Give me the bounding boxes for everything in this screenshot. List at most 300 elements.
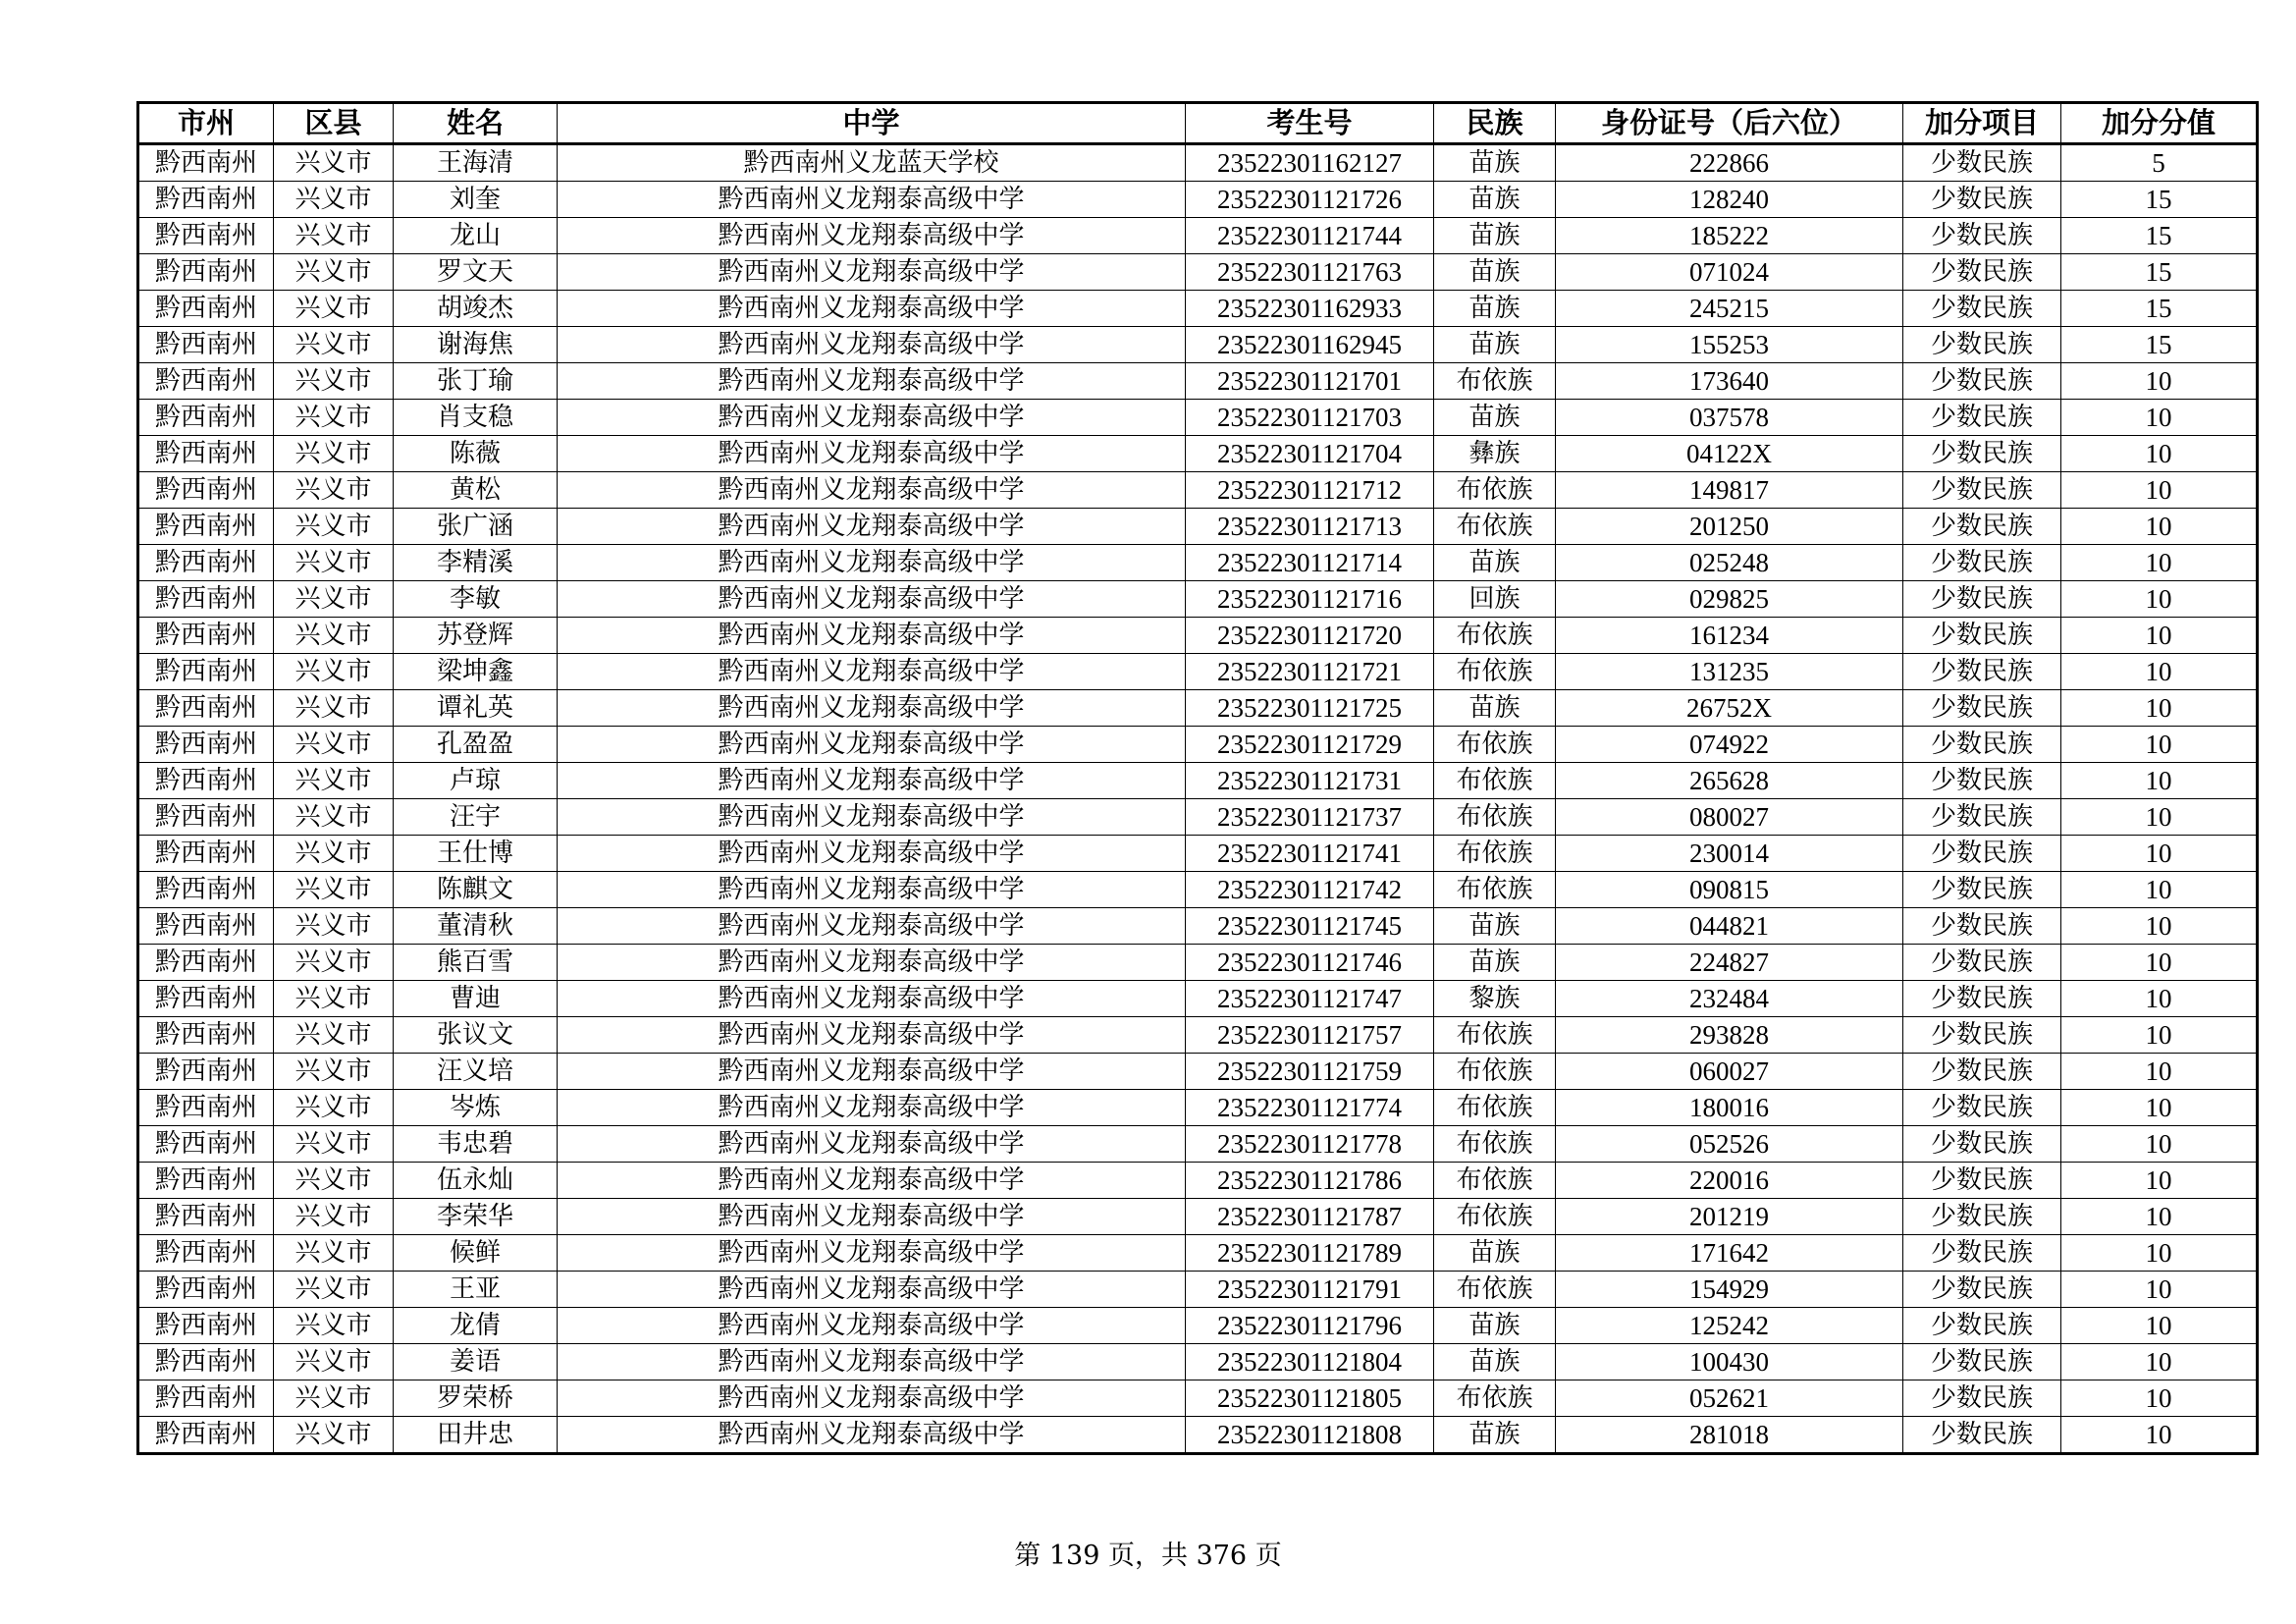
cell-county: 兴义市 — [274, 1163, 394, 1199]
cell-county: 兴义市 — [274, 182, 394, 218]
cell-ethnicity: 布依族 — [1434, 799, 1556, 836]
cell-exam-number: 23522301121789 — [1186, 1235, 1434, 1272]
cell-ethnicity: 苗族 — [1434, 1308, 1556, 1344]
table-row — [138, 1054, 2258, 1090]
cell-id-last-six: 201219 — [1556, 1199, 1903, 1235]
cell-school: 黔西南州义龙翔泰高级中学 — [558, 1126, 1186, 1163]
cell-county: 兴义市 — [274, 1417, 394, 1454]
cell-name: 黄松 — [394, 472, 558, 509]
cell-city: 黔西南州 — [138, 618, 274, 654]
cell-school: 黔西南州义龙翔泰高级中学 — [558, 654, 1186, 690]
cell-ethnicity: 黎族 — [1434, 981, 1556, 1017]
table-row — [138, 581, 2258, 618]
cell-ethnicity: 布依族 — [1434, 472, 1556, 509]
cell-id-last-six: 149817 — [1556, 472, 1903, 509]
table-row — [138, 545, 2258, 581]
cell-id-last-six: 185222 — [1556, 218, 1903, 254]
cell-ethnicity: 布依族 — [1434, 872, 1556, 908]
table-row — [138, 436, 2258, 472]
cell-county: 兴义市 — [274, 327, 394, 363]
cell-bonus-points: 10 — [2061, 1090, 2258, 1126]
cell-name: 张议文 — [394, 1017, 558, 1054]
cell-school: 黔西南州义龙翔泰高级中学 — [558, 908, 1186, 945]
table-row — [138, 291, 2258, 327]
cell-bonus-item: 少数民族 — [1903, 1017, 2061, 1054]
cell-county: 兴义市 — [274, 1090, 394, 1126]
cell-city: 黔西南州 — [138, 690, 274, 727]
cell-id-last-six: 26752X — [1556, 690, 1903, 727]
cell-id-last-six: 232484 — [1556, 981, 1903, 1017]
cell-bonus-points: 10 — [2061, 509, 2258, 545]
cell-school: 黔西南州义龙翔泰高级中学 — [558, 1199, 1186, 1235]
cell-ethnicity: 布依族 — [1434, 1272, 1556, 1308]
cell-ethnicity: 苗族 — [1434, 545, 1556, 581]
cell-county: 兴义市 — [274, 472, 394, 509]
cell-id-last-six: 222866 — [1556, 144, 1903, 182]
header-bonus-item: 加分项目 — [1903, 103, 2061, 144]
cell-county: 兴义市 — [274, 1344, 394, 1380]
cell-ethnicity: 布依族 — [1434, 763, 1556, 799]
cell-school: 黔西南州义龙翔泰高级中学 — [558, 727, 1186, 763]
cell-ethnicity: 布依族 — [1434, 836, 1556, 872]
cell-exam-number: 23522301121804 — [1186, 1344, 1434, 1380]
cell-ethnicity: 布依族 — [1434, 654, 1556, 690]
table-row — [138, 1199, 2258, 1235]
cell-id-last-six: 201250 — [1556, 509, 1903, 545]
cell-school: 黔西南州义龙翔泰高级中学 — [558, 291, 1186, 327]
cell-exam-number: 23522301121721 — [1186, 654, 1434, 690]
cell-id-last-six: 100430 — [1556, 1344, 1903, 1380]
cell-name: 张广涵 — [394, 509, 558, 545]
cell-exam-number: 23522301121763 — [1186, 254, 1434, 291]
cell-bonus-points: 10 — [2061, 436, 2258, 472]
cell-ethnicity: 苗族 — [1434, 182, 1556, 218]
cell-city: 黔西南州 — [138, 327, 274, 363]
cell-school: 黔西南州义龙翔泰高级中学 — [558, 327, 1186, 363]
cell-bonus-points: 10 — [2061, 1054, 2258, 1090]
cell-name: 肖支稳 — [394, 400, 558, 436]
cell-ethnicity: 苗族 — [1434, 327, 1556, 363]
header-county: 区县 — [274, 103, 394, 144]
table-row — [138, 1308, 2258, 1344]
cell-id-last-six: 161234 — [1556, 618, 1903, 654]
cell-bonus-item: 少数民族 — [1903, 1235, 2061, 1272]
cell-bonus-points: 15 — [2061, 327, 2258, 363]
cell-bonus-item: 少数民族 — [1903, 1054, 2061, 1090]
cell-bonus-item: 少数民族 — [1903, 872, 2061, 908]
cell-id-last-six: 224827 — [1556, 945, 1903, 981]
header-bonus-points: 加分分值 — [2061, 103, 2258, 144]
cell-name: 梁坤鑫 — [394, 654, 558, 690]
cell-bonus-item: 少数民族 — [1903, 327, 2061, 363]
cell-county: 兴义市 — [274, 1308, 394, 1344]
cell-county: 兴义市 — [274, 1235, 394, 1272]
cell-school: 黔西南州义龙翔泰高级中学 — [558, 1090, 1186, 1126]
cell-city: 黔西南州 — [138, 144, 274, 182]
cell-bonus-item: 少数民族 — [1903, 1380, 2061, 1417]
table-row — [138, 618, 2258, 654]
cell-id-last-six: 155253 — [1556, 327, 1903, 363]
table-row — [138, 763, 2258, 799]
cell-name: 汪宇 — [394, 799, 558, 836]
cell-bonus-points: 10 — [2061, 618, 2258, 654]
cell-bonus-item: 少数民族 — [1903, 799, 2061, 836]
cell-bonus-points: 10 — [2061, 581, 2258, 618]
cell-ethnicity: 布依族 — [1434, 618, 1556, 654]
cell-county: 兴义市 — [274, 291, 394, 327]
cell-county: 兴义市 — [274, 799, 394, 836]
cell-school: 黔西南州义龙翔泰高级中学 — [558, 1054, 1186, 1090]
cell-name: 孔盈盈 — [394, 727, 558, 763]
cell-school: 黔西南州义龙翔泰高级中学 — [558, 945, 1186, 981]
cell-school: 黔西南州义龙翔泰高级中学 — [558, 363, 1186, 400]
cell-id-last-six: 037578 — [1556, 400, 1903, 436]
cell-bonus-item: 少数民族 — [1903, 218, 2061, 254]
cell-bonus-points: 10 — [2061, 799, 2258, 836]
cell-city: 黔西南州 — [138, 1308, 274, 1344]
cell-exam-number: 23522301121796 — [1186, 1308, 1434, 1344]
cell-city: 黔西南州 — [138, 400, 274, 436]
cell-name: 陈薇 — [394, 436, 558, 472]
cell-name: 田井忠 — [394, 1417, 558, 1454]
cell-bonus-item: 少数民族 — [1903, 144, 2061, 182]
table-row — [138, 1163, 2258, 1199]
cell-bonus-item: 少数民族 — [1903, 291, 2061, 327]
cell-city: 黔西南州 — [138, 581, 274, 618]
table-row — [138, 1380, 2258, 1417]
cell-ethnicity: 苗族 — [1434, 945, 1556, 981]
cell-county: 兴义市 — [274, 836, 394, 872]
cell-ethnicity: 布依族 — [1434, 727, 1556, 763]
cell-city: 黔西南州 — [138, 509, 274, 545]
cell-bonus-points: 15 — [2061, 291, 2258, 327]
cell-city: 黔西南州 — [138, 727, 274, 763]
cell-county: 兴义市 — [274, 872, 394, 908]
table-row — [138, 400, 2258, 436]
cell-exam-number: 23522301121774 — [1186, 1090, 1434, 1126]
cell-id-last-six: 052621 — [1556, 1380, 1903, 1417]
table-row — [138, 1344, 2258, 1380]
cell-name: 曹迪 — [394, 981, 558, 1017]
header-school: 中学 — [558, 103, 1186, 144]
header-ethnicity: 民族 — [1434, 103, 1556, 144]
cell-exam-number: 23522301162945 — [1186, 327, 1434, 363]
cell-school: 黔西南州义龙翔泰高级中学 — [558, 836, 1186, 872]
cell-bonus-points: 10 — [2061, 1017, 2258, 1054]
cell-school: 黔西南州义龙翔泰高级中学 — [558, 509, 1186, 545]
cell-bonus-points: 10 — [2061, 981, 2258, 1017]
cell-bonus-item: 少数民族 — [1903, 690, 2061, 727]
cell-ethnicity: 彝族 — [1434, 436, 1556, 472]
cell-name: 王海清 — [394, 144, 558, 182]
cell-city: 黔西南州 — [138, 291, 274, 327]
cell-id-last-six: 080027 — [1556, 799, 1903, 836]
cell-name: 熊百雪 — [394, 945, 558, 981]
cell-school: 黔西南州义龙翔泰高级中学 — [558, 1380, 1186, 1417]
cell-exam-number: 23522301121703 — [1186, 400, 1434, 436]
cell-city: 黔西南州 — [138, 763, 274, 799]
cell-ethnicity: 布依族 — [1434, 1090, 1556, 1126]
cell-exam-number: 23522301121805 — [1186, 1380, 1434, 1417]
table-row — [138, 836, 2258, 872]
table-row — [138, 872, 2258, 908]
cell-bonus-item: 少数民族 — [1903, 945, 2061, 981]
cell-ethnicity: 苗族 — [1434, 144, 1556, 182]
cell-ethnicity: 苗族 — [1434, 254, 1556, 291]
cell-county: 兴义市 — [274, 618, 394, 654]
cell-bonus-points: 10 — [2061, 1126, 2258, 1163]
cell-school: 黔西南州义龙翔泰高级中学 — [558, 581, 1186, 618]
bonus-points-table — [136, 101, 2259, 1455]
cell-bonus-item: 少数民族 — [1903, 618, 2061, 654]
cell-ethnicity: 苗族 — [1434, 291, 1556, 327]
cell-school: 黔西南州义龙蓝天学校 — [558, 144, 1186, 182]
header-id-last-six: 身份证号（后六位） — [1556, 103, 1903, 144]
cell-exam-number: 23522301121745 — [1186, 908, 1434, 945]
cell-bonus-points: 10 — [2061, 1272, 2258, 1308]
table-row — [138, 1126, 2258, 1163]
cell-name: 刘奎 — [394, 182, 558, 218]
cell-school: 黔西南州义龙翔泰高级中学 — [558, 618, 1186, 654]
cell-city: 黔西南州 — [138, 363, 274, 400]
cell-exam-number: 23522301121716 — [1186, 581, 1434, 618]
cell-bonus-points: 15 — [2061, 182, 2258, 218]
cell-county: 兴义市 — [274, 363, 394, 400]
cell-school: 黔西南州义龙翔泰高级中学 — [558, 436, 1186, 472]
cell-exam-number: 23522301121713 — [1186, 509, 1434, 545]
cell-name: 罗荣桥 — [394, 1380, 558, 1417]
cell-exam-number: 23522301121778 — [1186, 1126, 1434, 1163]
cell-exam-number: 23522301121712 — [1186, 472, 1434, 509]
cell-id-last-six: 125242 — [1556, 1308, 1903, 1344]
table-row — [138, 799, 2258, 836]
cell-city: 黔西南州 — [138, 872, 274, 908]
cell-bonus-item: 少数民族 — [1903, 545, 2061, 581]
cell-county: 兴义市 — [274, 1054, 394, 1090]
cell-ethnicity: 布依族 — [1434, 1126, 1556, 1163]
cell-ethnicity: 苗族 — [1434, 690, 1556, 727]
cell-name: 韦忠碧 — [394, 1126, 558, 1163]
cell-id-last-six: 074922 — [1556, 727, 1903, 763]
cell-name: 王亚 — [394, 1272, 558, 1308]
cell-exam-number: 23522301121737 — [1186, 799, 1434, 836]
cell-city: 黔西南州 — [138, 654, 274, 690]
cell-name: 罗文天 — [394, 254, 558, 291]
cell-name: 陈麒文 — [394, 872, 558, 908]
cell-id-last-six: 131235 — [1556, 654, 1903, 690]
cell-bonus-points: 10 — [2061, 836, 2258, 872]
table-row — [138, 1235, 2258, 1272]
cell-ethnicity: 布依族 — [1434, 1017, 1556, 1054]
cell-school: 黔西南州义龙翔泰高级中学 — [558, 763, 1186, 799]
cell-name: 伍永灿 — [394, 1163, 558, 1199]
cell-ethnicity: 苗族 — [1434, 1417, 1556, 1454]
page-number: 第 139 页，共 376 页 — [1014, 1541, 1282, 1571]
cell-bonus-item: 少数民族 — [1903, 1344, 2061, 1380]
table-row — [138, 690, 2258, 727]
cell-bonus-points: 10 — [2061, 472, 2258, 509]
cell-bonus-points: 5 — [2061, 144, 2258, 182]
cell-ethnicity: 苗族 — [1434, 1344, 1556, 1380]
cell-school: 黔西南州义龙翔泰高级中学 — [558, 1308, 1186, 1344]
cell-county: 兴义市 — [274, 218, 394, 254]
cell-school: 黔西南州义龙翔泰高级中学 — [558, 218, 1186, 254]
table-row — [138, 218, 2258, 254]
cell-bonus-item: 少数民族 — [1903, 727, 2061, 763]
cell-id-last-six: 230014 — [1556, 836, 1903, 872]
cell-id-last-six: 071024 — [1556, 254, 1903, 291]
cell-county: 兴义市 — [274, 545, 394, 581]
cell-exam-number: 23522301121787 — [1186, 1199, 1434, 1235]
table-row — [138, 1090, 2258, 1126]
cell-bonus-item: 少数民族 — [1903, 1417, 2061, 1454]
cell-bonus-item: 少数民族 — [1903, 182, 2061, 218]
header-exam-number: 考生号 — [1186, 103, 1434, 144]
cell-exam-number: 23522301121808 — [1186, 1417, 1434, 1454]
cell-exam-number: 23522301121701 — [1186, 363, 1434, 400]
cell-id-last-six: 245215 — [1556, 291, 1903, 327]
cell-bonus-item: 少数民族 — [1903, 400, 2061, 436]
cell-county: 兴义市 — [274, 436, 394, 472]
cell-name: 姜语 — [394, 1344, 558, 1380]
cell-name: 王仕博 — [394, 836, 558, 872]
cell-exam-number: 23522301121747 — [1186, 981, 1434, 1017]
table-row — [138, 182, 2258, 218]
cell-bonus-item: 少数民族 — [1903, 1308, 2061, 1344]
cell-bonus-points: 10 — [2061, 1199, 2258, 1235]
cell-city: 黔西南州 — [138, 1417, 274, 1454]
cell-school: 黔西南州义龙翔泰高级中学 — [558, 690, 1186, 727]
cell-exam-number: 23522301121704 — [1186, 436, 1434, 472]
cell-city: 黔西南州 — [138, 945, 274, 981]
cell-school: 黔西南州义龙翔泰高级中学 — [558, 1272, 1186, 1308]
table-row — [138, 654, 2258, 690]
table-row — [138, 327, 2258, 363]
cell-ethnicity: 布依族 — [1434, 363, 1556, 400]
cell-county: 兴义市 — [274, 690, 394, 727]
cell-bonus-points: 10 — [2061, 1344, 2258, 1380]
cell-county: 兴义市 — [274, 581, 394, 618]
cell-id-last-six: 293828 — [1556, 1017, 1903, 1054]
cell-bonus-points: 10 — [2061, 400, 2258, 436]
cell-name: 胡竣杰 — [394, 291, 558, 327]
cell-bonus-points: 10 — [2061, 1308, 2258, 1344]
cell-ethnicity: 布依族 — [1434, 1199, 1556, 1235]
table-row — [138, 472, 2258, 509]
cell-county: 兴义市 — [274, 763, 394, 799]
cell-ethnicity: 苗族 — [1434, 218, 1556, 254]
cell-ethnicity: 回族 — [1434, 581, 1556, 618]
table-body — [138, 144, 2258, 1454]
table-row — [138, 727, 2258, 763]
cell-city: 黔西南州 — [138, 1380, 274, 1417]
cell-city: 黔西南州 — [138, 1126, 274, 1163]
cell-bonus-item: 少数民族 — [1903, 1163, 2061, 1199]
cell-ethnicity: 布依族 — [1434, 1380, 1556, 1417]
cell-bonus-points: 10 — [2061, 1163, 2258, 1199]
table-row — [138, 1017, 2258, 1054]
cell-bonus-points: 10 — [2061, 1235, 2258, 1272]
cell-bonus-points: 10 — [2061, 363, 2258, 400]
cell-school: 黔西南州义龙翔泰高级中学 — [558, 254, 1186, 291]
cell-school: 黔西南州义龙翔泰高级中学 — [558, 799, 1186, 836]
cell-county: 兴义市 — [274, 981, 394, 1017]
cell-city: 黔西南州 — [138, 908, 274, 945]
cell-id-last-six: 060027 — [1556, 1054, 1903, 1090]
cell-name: 谭礼英 — [394, 690, 558, 727]
cell-exam-number: 23522301121757 — [1186, 1017, 1434, 1054]
cell-city: 黔西南州 — [138, 836, 274, 872]
cell-school: 黔西南州义龙翔泰高级中学 — [558, 182, 1186, 218]
cell-id-last-six: 171642 — [1556, 1235, 1903, 1272]
cell-ethnicity: 布依族 — [1434, 509, 1556, 545]
cell-exam-number: 23522301121714 — [1186, 545, 1434, 581]
cell-bonus-item: 少数民族 — [1903, 836, 2061, 872]
cell-id-last-six: 029825 — [1556, 581, 1903, 618]
cell-name: 李荣华 — [394, 1199, 558, 1235]
cell-bonus-points: 10 — [2061, 1417, 2258, 1454]
cell-bonus-points: 10 — [2061, 872, 2258, 908]
cell-county: 兴义市 — [274, 144, 394, 182]
cell-school: 黔西南州义龙翔泰高级中学 — [558, 472, 1186, 509]
cell-city: 黔西南州 — [138, 981, 274, 1017]
cell-city: 黔西南州 — [138, 1272, 274, 1308]
cell-id-last-six: 173640 — [1556, 363, 1903, 400]
cell-exam-number: 23522301121731 — [1186, 763, 1434, 799]
table-row — [138, 1272, 2258, 1308]
header-name: 姓名 — [394, 103, 558, 144]
cell-name: 龙倩 — [394, 1308, 558, 1344]
cell-school: 黔西南州义龙翔泰高级中学 — [558, 1017, 1186, 1054]
cell-city: 黔西南州 — [138, 182, 274, 218]
cell-name: 岑炼 — [394, 1090, 558, 1126]
cell-name: 董清秋 — [394, 908, 558, 945]
cell-bonus-item: 少数民族 — [1903, 436, 2061, 472]
cell-bonus-item: 少数民族 — [1903, 254, 2061, 291]
cell-name: 卢琼 — [394, 763, 558, 799]
cell-school: 黔西南州义龙翔泰高级中学 — [558, 1417, 1186, 1454]
cell-bonus-item: 少数民族 — [1903, 981, 2061, 1017]
cell-school: 黔西南州义龙翔泰高级中学 — [558, 1235, 1186, 1272]
table-row — [138, 908, 2258, 945]
cell-city: 黔西南州 — [138, 472, 274, 509]
cell-bonus-points: 10 — [2061, 654, 2258, 690]
cell-exam-number: 23522301162933 — [1186, 291, 1434, 327]
cell-bonus-item: 少数民族 — [1903, 581, 2061, 618]
cell-exam-number: 23522301121720 — [1186, 618, 1434, 654]
cell-exam-number: 23522301121746 — [1186, 945, 1434, 981]
table-row — [138, 144, 2258, 182]
cell-name: 候鲜 — [394, 1235, 558, 1272]
cell-exam-number: 23522301121742 — [1186, 872, 1434, 908]
cell-county: 兴义市 — [274, 1199, 394, 1235]
cell-id-last-six: 281018 — [1556, 1417, 1903, 1454]
cell-ethnicity: 苗族 — [1434, 908, 1556, 945]
cell-school: 黔西南州义龙翔泰高级中学 — [558, 545, 1186, 581]
cell-bonus-item: 少数民族 — [1903, 1272, 2061, 1308]
table-row — [138, 509, 2258, 545]
cell-city: 黔西南州 — [138, 1090, 274, 1126]
cell-id-last-six: 052526 — [1556, 1126, 1903, 1163]
cell-exam-number: 23522301121759 — [1186, 1054, 1434, 1090]
cell-name: 李敏 — [394, 581, 558, 618]
cell-bonus-points: 10 — [2061, 908, 2258, 945]
cell-id-last-six: 044821 — [1556, 908, 1903, 945]
cell-bonus-points: 10 — [2061, 763, 2258, 799]
table-row — [138, 981, 2258, 1017]
cell-county: 兴义市 — [274, 1017, 394, 1054]
cell-city: 黔西南州 — [138, 545, 274, 581]
